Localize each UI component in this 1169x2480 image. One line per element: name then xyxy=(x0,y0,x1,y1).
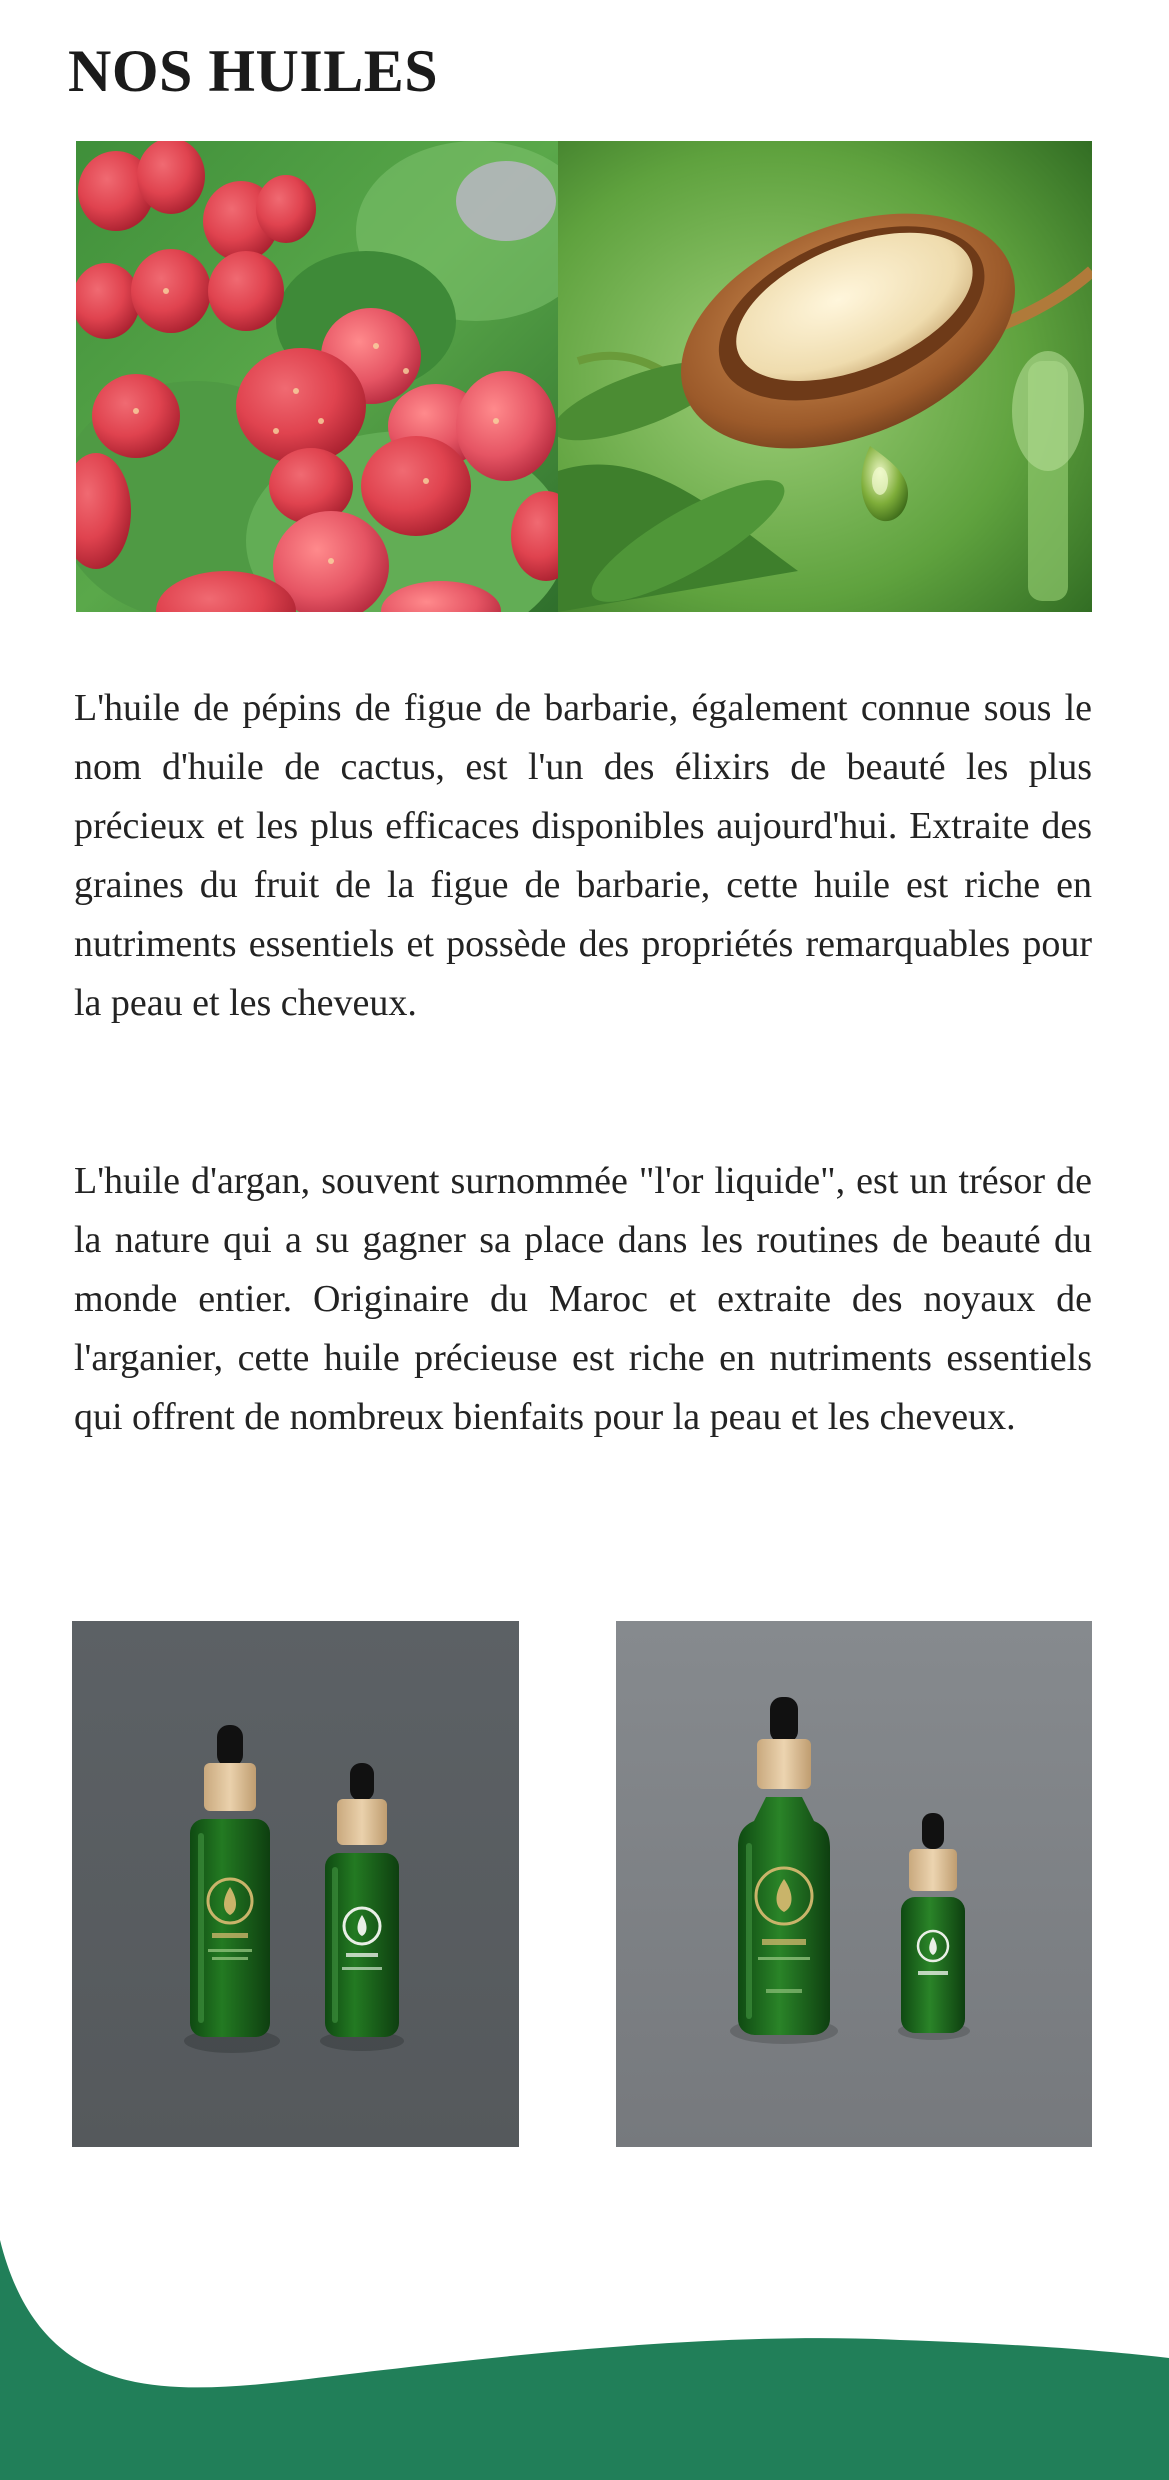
footer-wave xyxy=(0,2240,1169,2480)
bottles-photo-left xyxy=(72,1621,519,2147)
bottles-photo-right xyxy=(616,1621,1092,2147)
argan-oil-paragraph: L'huile d'argan, souvent surnommée "l'or liquide", est un trésor de la nature qui a su gagner sa place dans les routines de beauté du monde entier. Originaire du Maroc et extraite des noyaux de l'arganier, cette huile précieuse est riche en nutriments essentiels qui offrent de nombreux bienfaits pour la peau et les cheveux. xyxy=(74,1160,1092,1438)
prickly-pear-image xyxy=(76,141,558,612)
figue-oil-paragraph: L'huile de pépins de figue de barbarie, également connue sous le nom d'huile de cactus, est l'un des élixirs de beauté les plus précieux et les plus efficaces disponibles aujourd'hui. Extraite des graines du fruit de la figue de barbarie, cette huile est riche en nutriments essentiels et possède des propriétés remarquables pour la peau et les cheveux. xyxy=(74,687,1092,1024)
oils-banner xyxy=(76,141,1092,612)
argan-image xyxy=(558,141,1092,612)
page-title: NOS HUILES xyxy=(68,38,439,104)
